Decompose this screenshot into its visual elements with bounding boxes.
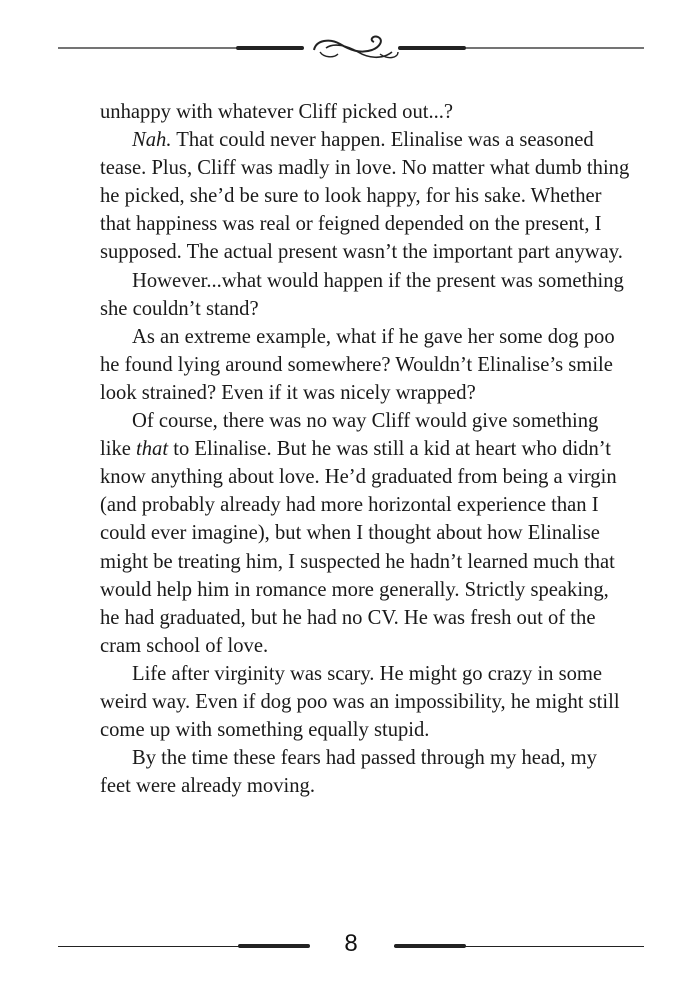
italic-text: that [136, 438, 169, 461]
page-footer [58, 928, 644, 964]
text-run: As an extreme example, what if he gave her some dog poo he found lying around somewhere? Wouldn’t Elinalise’s smile look strained? Even if it was nicely wrapped? [100, 325, 615, 404]
text-run: Life after virginity was scary. He might go crazy in some weird way. Even if dog poo was an impossibility, he might still come up with something equally stupid. [100, 662, 620, 742]
text-run: However...what would happen if the present was something she couldn’t stand? [100, 269, 624, 320]
header-ornament [58, 28, 644, 72]
paragraph [100, 407, 630, 660]
paragraph [100, 744, 630, 800]
footer-rule-right [394, 946, 644, 947]
text-run: That could never happen. Elinalise was a seasoned tease. Plus, Cliff was madly in love. No matter what dumb thing he picked, she’d be sure to look happy, for his sake. Whether that happiness was real or feigned depended on the present, I supposed. The actual present wasn’t the important part anyway. [100, 129, 630, 264]
text-run: unhappy with whatever Cliff picked out...? [100, 101, 454, 123]
italic-text: Nah. [132, 129, 172, 152]
paragraph [100, 98, 630, 126]
footer-rule-left-accent [238, 944, 310, 948]
paragraph [100, 660, 630, 744]
text-run: By the time these fears had passed through my head, my feet were already moving. [100, 747, 597, 798]
text-run: Of course, there was no way Cliff would give something like [100, 410, 599, 461]
text-run: to Elinalise. But he was still a kid at heart who didn’t know anything about love. He’d graduated from being a virgin (and probably already had more horizontal experience than I could ever imagine), but when I thought about how Elinalise might be treating him, I suspected he hadn’t learned much that would help him in romance more generally. Strictly speaking, he had graduated, but he had no CV. He was fresh out of the cram school of love. [100, 438, 617, 657]
paragraph [100, 126, 630, 266]
paragraph [100, 267, 630, 323]
page-number: 8 [344, 930, 358, 957]
body-text [100, 98, 630, 800]
paragraph [100, 323, 630, 407]
